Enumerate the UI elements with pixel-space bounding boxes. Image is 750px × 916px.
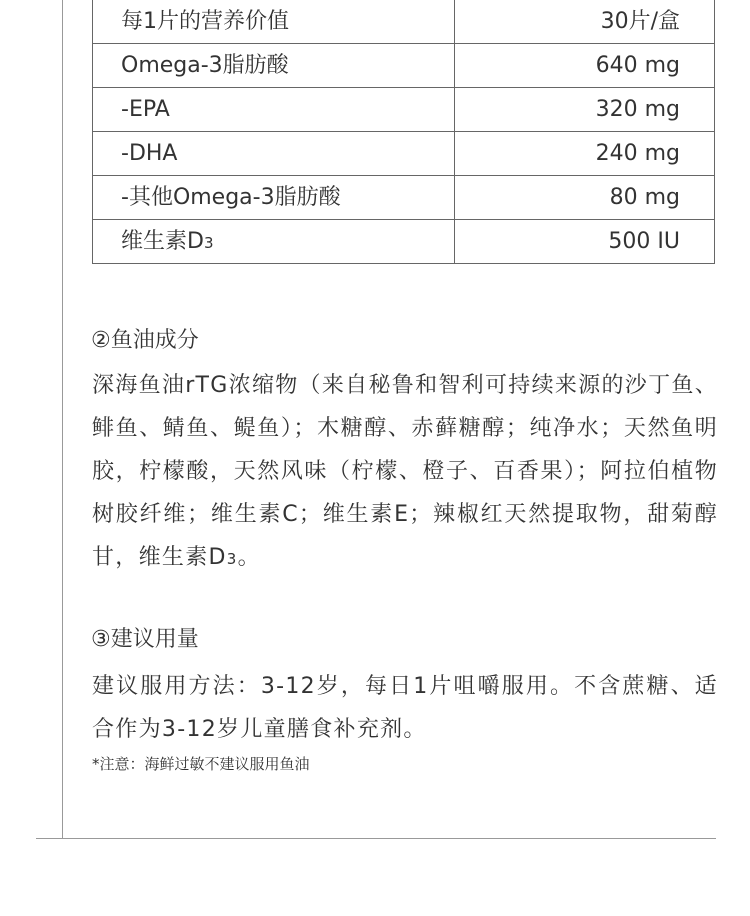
nutrient-name: -EPA [93, 88, 455, 132]
bottom-divider-line [36, 838, 716, 839]
ingredients-end: 。 [237, 545, 261, 570]
nutrient-amount: 320 mg [455, 88, 715, 132]
nutrient-amount: 30片/盒 [455, 0, 715, 44]
table-row [93, 88, 715, 132]
nutrient-name-text: 维生素D [121, 228, 204, 254]
ingredients-subscript: 3 [226, 550, 238, 568]
usage-title: ③建议用量 [91, 627, 199, 652]
nutrient-amount: 80 mg [455, 176, 715, 220]
ingredients-text [92, 364, 718, 581]
nutrient-name [93, 220, 455, 264]
ingredients-body: 深海鱼油rTG浓缩物（来自秘鲁和智利可持续来源的沙丁鱼、鲱鱼、鲭鱼、鳀鱼）；木糖醇、赤藓糖醇；纯净水；天然鱼明胶，柠檬酸，天然风味（柠檬、橙子、百香果）；阿拉伯植物树胶纤维；维生素C；维生素E；辣椒红天然提取物，甜菊醇甘，维生素D [92, 373, 718, 570]
nutrient-name: Omega-3脂肪酸 [93, 44, 455, 88]
nutrient-name: -DHA [93, 132, 455, 176]
nutrient-name-subscript: 3 [203, 233, 214, 252]
ingredients-title: ②鱼油成分 [91, 328, 199, 353]
nutrient-amount: 500 IU [455, 220, 715, 264]
table-row [93, 132, 715, 176]
table-row [93, 176, 715, 220]
nutrient-name: -其他Omega-3脂肪酸 [93, 176, 455, 220]
table-row [93, 0, 715, 44]
nutrient-amount: 240 mg [455, 132, 715, 176]
table-row [93, 220, 715, 264]
usage-text: 建议服用方法：3-12岁，每日1片咀嚼服用。不含蔗糖、适合作为3-12岁儿童膳食补充剂。 [92, 674, 718, 742]
nutrition-table [92, 0, 715, 264]
table-row [93, 44, 715, 88]
left-border-line [62, 0, 63, 838]
nutrient-name: 每1片的营养价值 [93, 0, 455, 44]
nutrient-amount: 640 mg [455, 44, 715, 88]
allergy-note: *注意：海鲜过敏不建议服用鱼油 [92, 755, 310, 773]
